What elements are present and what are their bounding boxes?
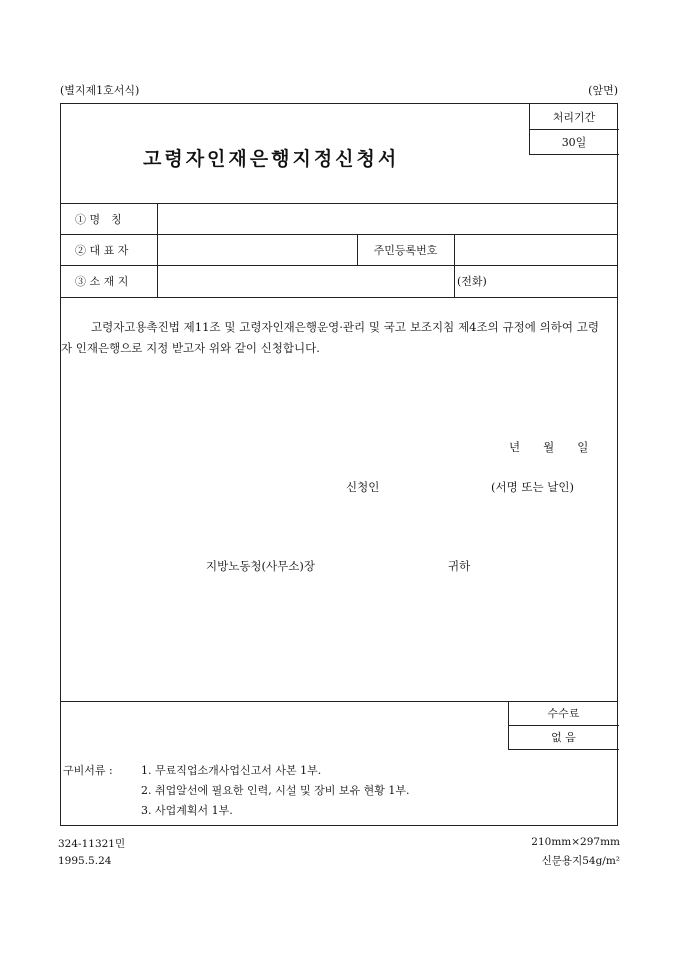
form-title: 고령자인재은행지정신청서 xyxy=(143,148,400,170)
phone-label: (전화) xyxy=(457,275,487,288)
resident-number-field[interactable] xyxy=(455,235,618,265)
fee-label: 수수료 xyxy=(547,707,580,720)
applicant-label: 신청인 xyxy=(346,480,380,494)
recipient-label: 지방노동청(사무소)장 xyxy=(206,559,315,573)
form-code: 324-11321민 xyxy=(58,838,126,850)
paper-type: 신문용지54g/m² xyxy=(541,855,620,867)
date-line: 년 월 일 xyxy=(509,440,589,454)
address-field[interactable] xyxy=(158,266,453,297)
name-label: ① 명 칭 xyxy=(75,212,122,226)
name-field[interactable] xyxy=(158,204,618,234)
honorific-label: 귀하 xyxy=(448,559,471,573)
resident-number-label: 주민등록번호 xyxy=(373,243,438,257)
fee-value: 없 음 xyxy=(551,731,576,744)
form-date: 1995.5.24 xyxy=(58,855,112,867)
form-number: (별지제1호서식) xyxy=(60,84,140,97)
processing-period-label: 처리기간 xyxy=(552,110,596,124)
address-label: ③ 소 재 지 xyxy=(75,275,129,288)
document-item: 2. 취업알선에 필요한 인력, 시설 및 장비 보유 현황 1부. xyxy=(141,784,410,797)
application-form xyxy=(60,103,618,826)
application-statement: 고령자고용촉진법 제11조 및 고령자인재은행운영·관리 및 국고 보조지침 제4조의 규정에 의하여 고령자 인재은행으로 지정 받고자 위와 같이 신청합니다. xyxy=(61,320,599,355)
representative-label: ② 대 표 자 xyxy=(75,243,129,257)
document-item: 1. 무료직업소개사업신고서 사본 1부. xyxy=(141,764,322,777)
documents-prefix: 구비서류 : xyxy=(63,764,113,777)
representative-field[interactable] xyxy=(158,235,356,265)
page-side-label: (앞면) xyxy=(588,84,618,97)
document-item: 3. 사업계획서 1부. xyxy=(141,804,233,817)
paper-size: 210mm×297mm xyxy=(531,836,620,848)
signature-note: (서명 또는 날인) xyxy=(491,480,574,494)
processing-period-value: 30일 xyxy=(561,135,587,149)
